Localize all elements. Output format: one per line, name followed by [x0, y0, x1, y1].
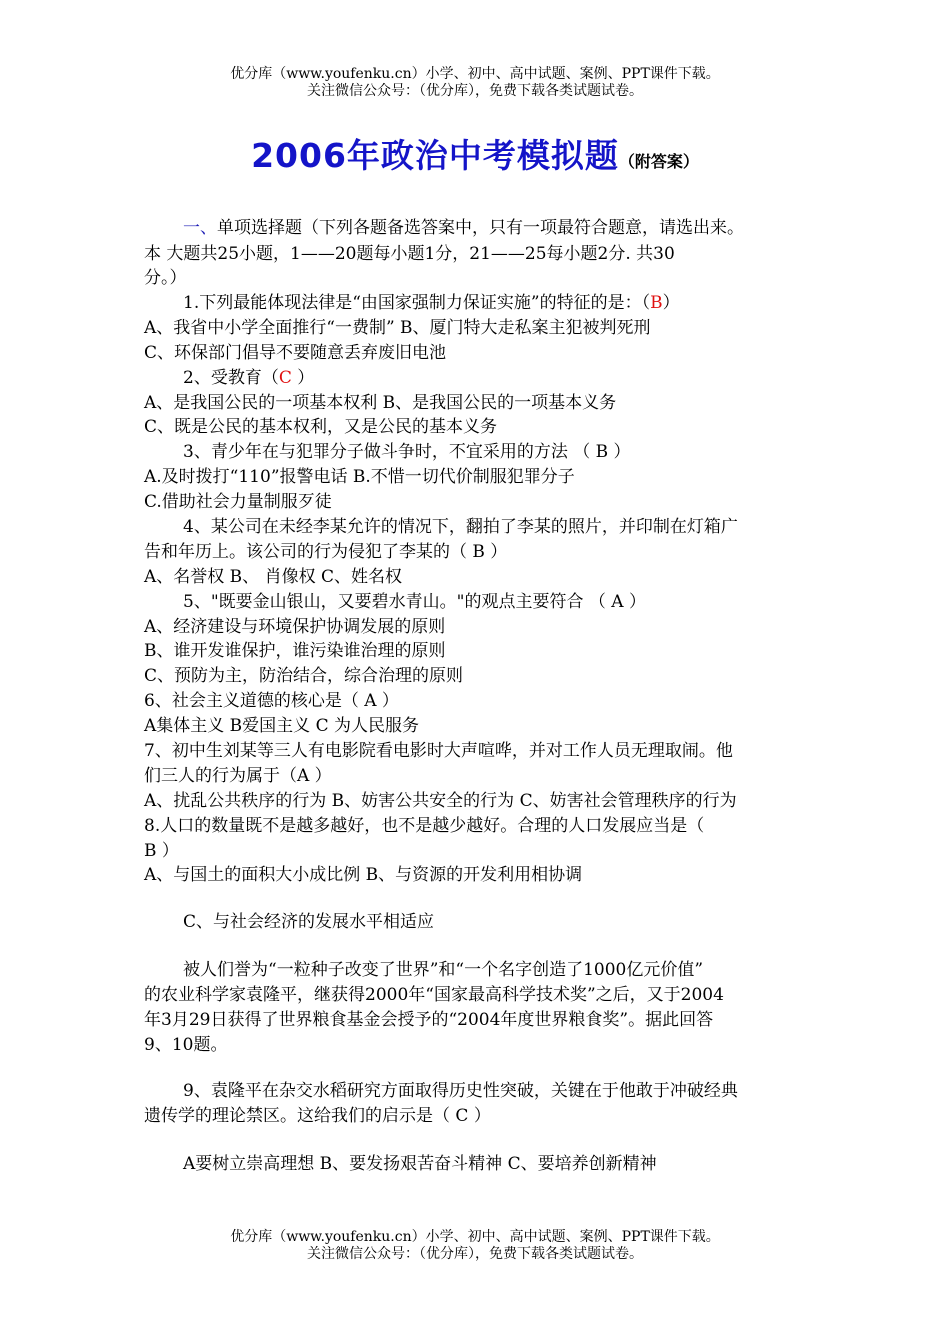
q1-option-c: C、环保部门倡导不要随意丢弃废旧电池 — [144, 343, 447, 363]
section-label: 一、 — [183, 218, 217, 238]
q7-line-1: 7、初中生刘某等三人有电影院看电影时大声喧哗，并对工作人员无理取闹。他 — [144, 741, 733, 761]
q7-line-2: 们三人的行为属于（A ） — [144, 766, 332, 786]
q8-line-2: B ） — [144, 841, 179, 861]
q3-stem: 3、青少年在与犯罪分子做斗争时，不宜采用的方法 （ B ） — [183, 442, 631, 462]
q2-options-ab: A、是我国公民的一项基本权利 B、是我国公民的一项基本义务 — [144, 393, 617, 413]
passage-line-4: 9、10题。 — [144, 1035, 228, 1055]
q2-answer: C — [278, 368, 292, 388]
title-main: 2006年政治中考模拟题 — [251, 136, 619, 175]
q6-options: A集体主义 B爱国主义 C 为人民服务 — [144, 716, 419, 736]
q8-options-ab: A、与国土的面积大小成比例 B、与资源的开发利用相协调 — [144, 865, 583, 885]
q5-option-b: B、谁开发谁保护，谁污染谁治理的原则 — [144, 641, 446, 661]
page-header — [0, 66, 950, 100]
page-footer — [0, 1229, 950, 1263]
q4-line-1: 4、某公司在未经李某允许的情况下，翻拍了李某的照片，并印制在灯箱广 — [183, 517, 738, 537]
header-line-1: 优分库（www.youfenku.cn）小学、初中、高中试题、案例、PPT课件下载。 — [230, 66, 720, 82]
q7-options: A、扰乱公共秩序的行为 B、妨害公共安全的行为 C、妨害社会管理秩序的行为 — [144, 791, 737, 811]
q1-stem: 1.下列最能体现法律是“由国家强制力保证实施”的特征的是：（B） — [183, 293, 680, 313]
document-title — [0, 130, 950, 177]
q8-line-1: 8.人口的数量既不是越多越好，也不是越少越好。合理的人口发展应当是（ — [144, 816, 705, 836]
q8-option-c: C、与社会经济的发展水平相适应 — [183, 912, 435, 932]
passage-line-3: 年3月29日获得了世界粮食基金会授予的“2004年度世界粮食奖”。据此回答 — [144, 1010, 714, 1030]
title-sub: （附答案） — [618, 152, 699, 171]
passage-line-1: 被人们誉为“一粒种子改变了世界”和“一个名字创造了1000亿元价值” — [183, 960, 704, 980]
footer-line-2: 关注微信公众号：（优分库），免费下载各类试题试卷。 — [307, 1246, 643, 1262]
q3-options-ab: A.及时拨打“110”报警电话 B.不惜一切代价制服犯罪分子 — [144, 467, 575, 487]
q1-options-ab: A、我省中小学全面推行“一费制” B、厦门特大走私案主犯被判死刑 — [144, 318, 651, 338]
section-heading: 一、单项选择题（下列各题备选答案中，只有一项最符合题意，请选出来。 — [183, 218, 744, 238]
header-line-2: 关注微信公众号：（优分库），免费下载各类试题试卷。 — [307, 83, 643, 99]
q9-line-2: 遗传学的理论禁区。这给我们的启示是（ C ） — [144, 1106, 491, 1126]
q3-option-c: C.借助社会力量制服歹徒 — [144, 492, 332, 512]
q9-options: A要树立崇高理想 B、要发扬艰苦奋斗精神 C、要培养创新精神 — [183, 1154, 657, 1174]
q5-option-a: A、经济建设与环境保护协调发展的原则 — [144, 617, 446, 637]
q9-line-1: 9、袁隆平在杂交水稻研究方面取得历史性突破，关键在于他敢于冲破经典 — [183, 1081, 738, 1101]
section-line-3: 分。） — [144, 268, 187, 288]
q5-option-c: C、预防为主，防治结合，综合治理的原则 — [144, 666, 464, 686]
passage-line-2: 的农业科学家袁隆平，继获得2000年“国家最高科学技术奖”之后，又于2004 — [144, 985, 724, 1005]
q5-stem: 5、"既要金山银山，又要碧水青山。"的观点主要符合 （ A ） — [183, 592, 646, 612]
footer-line-1: 优分库（www.youfenku.cn）小学、初中、高中试题、案例、PPT课件下载。 — [230, 1229, 720, 1245]
q1-answer: B — [650, 293, 663, 313]
q2-stem: 2、受教育（C ） — [183, 368, 315, 388]
q4-options: A、名誉权 B、 肖像权 C、姓名权 — [144, 567, 402, 587]
q6-stem: 6、社会主义道德的核心是（ A ） — [144, 691, 399, 711]
q2-option-c: C、既是公民的基本权利，又是公民的基本义务 — [144, 417, 498, 437]
section-line-2: 本 大题共25小题，1——20题每小题1分，21——25每小题2分. 共30 — [144, 244, 675, 264]
q4-line-2: 告和年历上。该公司的行为侵犯了李某的（ B ） — [144, 542, 508, 562]
